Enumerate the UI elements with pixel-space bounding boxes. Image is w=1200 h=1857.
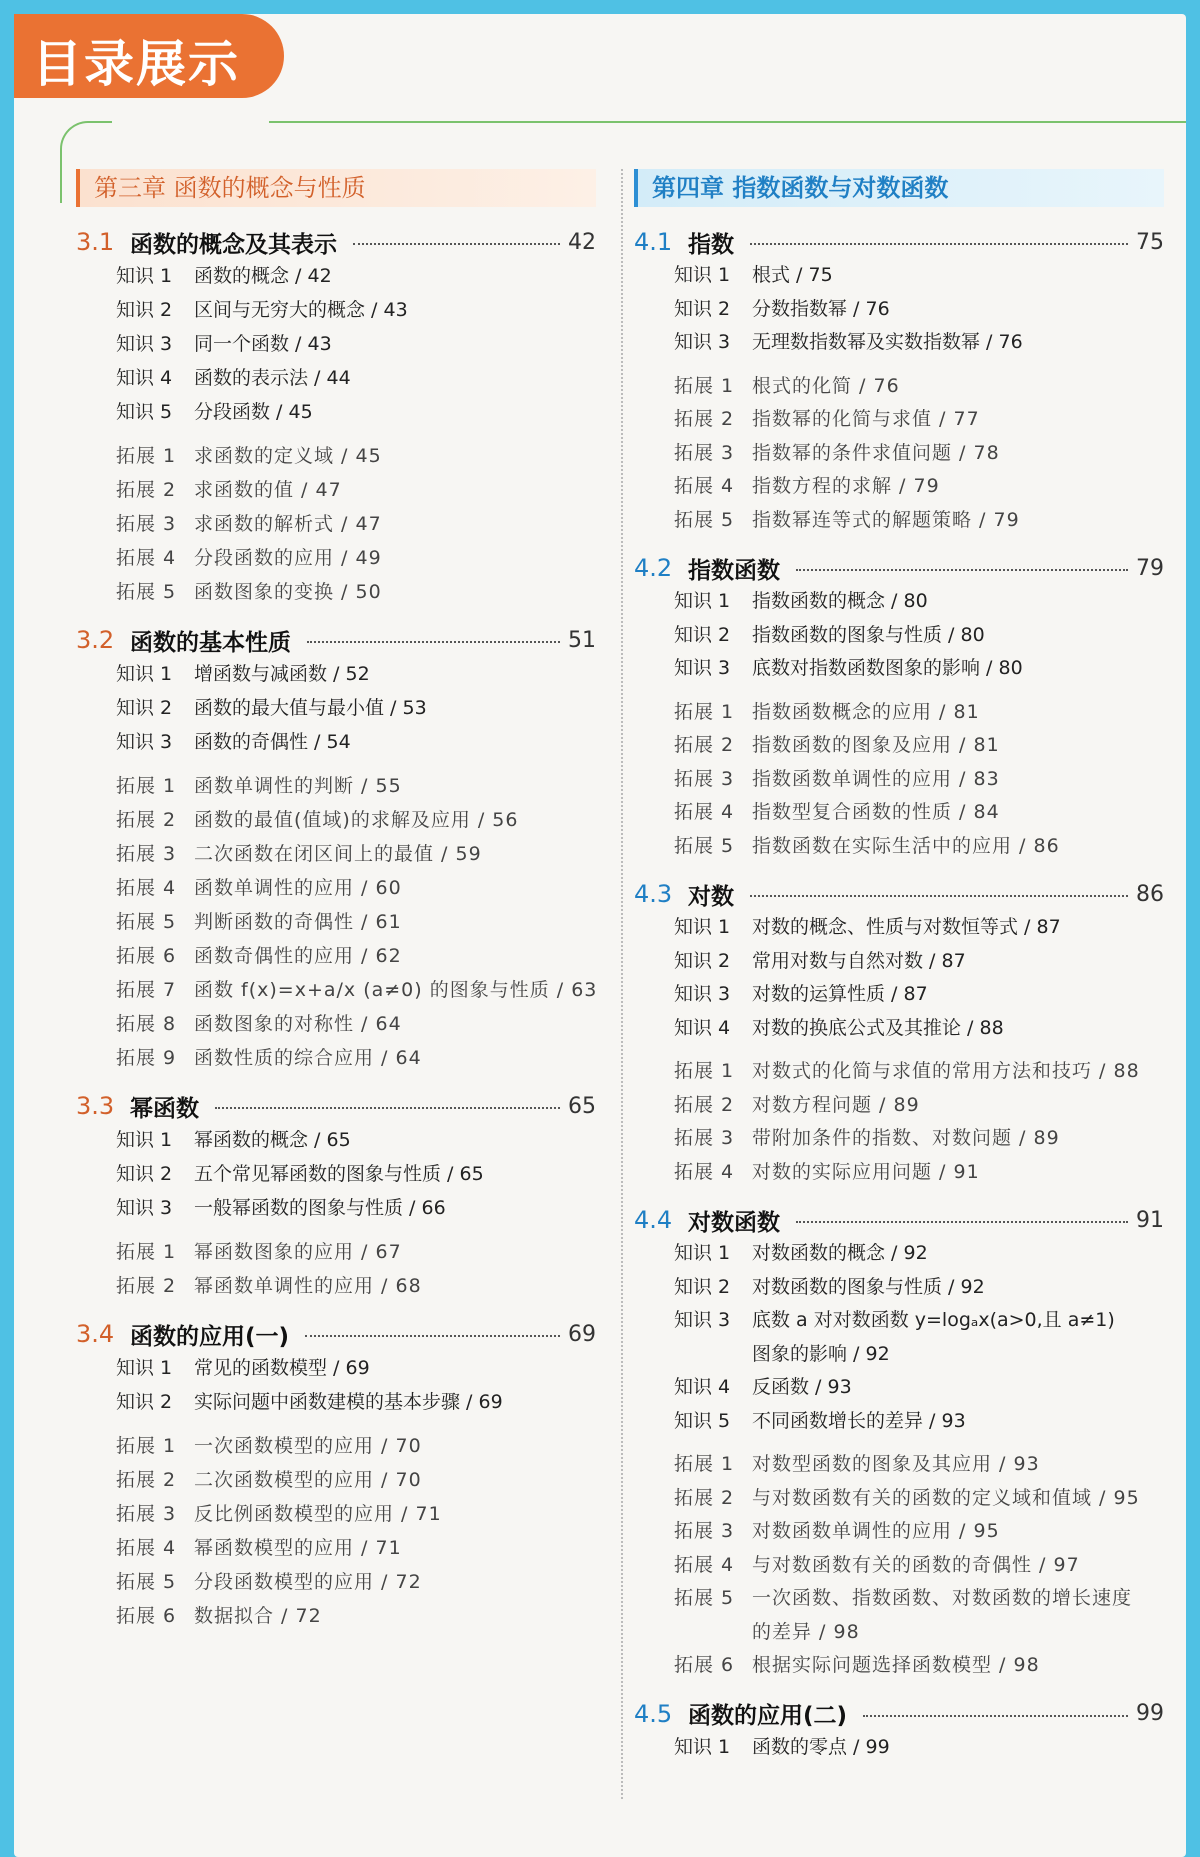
knowledge-item[interactable] (634, 1012, 1164, 1046)
item-label: 拓展 2 (674, 734, 735, 756)
extension-item[interactable] (76, 541, 596, 575)
page-number: 75 (1136, 229, 1164, 255)
extension-item[interactable] (76, 1007, 596, 1041)
item-label: 知识 2 (116, 697, 173, 719)
item-text: 指数型复合函数的性质 / 84 (752, 801, 1000, 823)
item-text: 数据拟合 / 72 (194, 1605, 322, 1627)
page-number: 91 (1136, 1207, 1164, 1233)
item-label: 拓展 1 (674, 1453, 735, 1475)
spacer (634, 1438, 1164, 1448)
knowledge-item[interactable] (634, 652, 1164, 686)
item-label: 知识 1 (116, 663, 173, 685)
knowledge-item[interactable] (634, 1731, 1164, 1765)
extension-item[interactable] (634, 1089, 1164, 1123)
item-text: 函数 f(x)=x+a/x (a≠0) 的图象与性质 / 63 (194, 979, 598, 1001)
section-number: 4.4 (634, 1206, 673, 1234)
page-number: 79 (1136, 555, 1164, 581)
page-number: 65 (568, 1093, 596, 1119)
item-label: 知识 5 (674, 1409, 731, 1432)
knowledge-item[interactable] (634, 293, 1164, 327)
item-text: 根式的化简 / 76 (752, 374, 900, 397)
item-label: 知识 3 (674, 983, 731, 1005)
section-heading[interactable] (634, 877, 1164, 911)
right-column (634, 169, 1164, 1764)
item-label: 知识 2 (674, 949, 731, 972)
spacer (634, 360, 1164, 370)
item-text: 函数的最大值与最小值 / 53 (194, 697, 427, 719)
item-label: 拓展 1 (116, 775, 177, 797)
spacer (634, 686, 1164, 696)
leader-dots (215, 1107, 560, 1109)
spacer (634, 1045, 1164, 1055)
page-title: 目录展示 (32, 35, 240, 93)
item-label: 拓展 3 (674, 767, 735, 790)
item-text: 一次函数模型的应用 / 70 (194, 1435, 422, 1457)
knowledge-item[interactable] (634, 911, 1164, 945)
extension-item[interactable] (76, 939, 596, 973)
extension-item[interactable] (634, 1616, 1164, 1650)
knowledge-item[interactable] (76, 725, 596, 759)
extension-item[interactable] (634, 403, 1164, 437)
item-text: 指数函数的图象及应用 / 81 (752, 734, 1000, 756)
extension-item[interactable] (76, 1531, 596, 1565)
item-text: 五个常见幂函数的图象与性质 / 65 (194, 1163, 484, 1185)
item-text: 区间与无穷大的概念 / 43 (194, 299, 408, 321)
item-text: 带附加条件的指数、对数问题 / 89 (752, 1127, 1060, 1149)
extension-item[interactable] (634, 1448, 1164, 1482)
knowledge-item[interactable] (76, 1351, 596, 1385)
item-text: 对数的实际应用问题 / 91 (752, 1160, 980, 1183)
spacer (76, 759, 596, 769)
extension-item[interactable] (634, 1122, 1164, 1156)
item-label: 知识 4 (116, 367, 173, 389)
item-text: 二次函数在闭区间上的最值 / 59 (194, 843, 482, 865)
item-label: 拓展 4 (116, 877, 177, 899)
item-text: 分段函数模型的应用 / 72 (194, 1571, 422, 1593)
item-text: 一般幂函数的图象与性质 / 66 (194, 1197, 446, 1219)
extension-item[interactable] (634, 1156, 1164, 1190)
item-label: 知识 3 (674, 657, 731, 679)
knowledge-item[interactable] (76, 327, 596, 361)
item-text: 增函数与减函数 / 52 (194, 663, 370, 685)
item-text: 同一个函数 / 43 (194, 333, 332, 355)
item-label: 拓展 3 (116, 1503, 177, 1525)
section-number: 4.2 (634, 554, 673, 582)
knowledge-item[interactable] (634, 619, 1164, 653)
section-heading[interactable] (634, 551, 1164, 585)
item-text: 对数函数的图象与性质 / 92 (752, 1275, 985, 1298)
item-text: 指数幂连等式的解题策略 / 79 (752, 508, 1020, 531)
item-label: 知识 5 (116, 401, 173, 423)
section-heading[interactable] (634, 1203, 1164, 1237)
item-text: 指数函数概念的应用 / 81 (752, 700, 980, 723)
extension-item[interactable] (76, 837, 596, 871)
item-text: 底数对指数函数图象的影响 / 80 (752, 657, 1023, 679)
item-text: 不同函数增长的差异 / 93 (752, 1409, 966, 1432)
item-label: 拓展 1 (674, 1060, 735, 1082)
item-text: 指数函数的概念 / 80 (752, 590, 928, 612)
extension-item[interactable] (76, 473, 596, 507)
item-label: 拓展 5 (116, 581, 177, 603)
item-label: 拓展 3 (674, 1127, 735, 1149)
knowledge-item[interactable] (76, 1157, 596, 1191)
item-label: 知识 2 (116, 299, 173, 321)
knowledge-item[interactable] (634, 259, 1164, 293)
extension-item[interactable] (634, 696, 1164, 730)
section-title: 指数 (688, 231, 734, 258)
item-label: 拓展 1 (116, 1435, 177, 1457)
extension-item[interactable] (76, 439, 596, 473)
knowledge-item[interactable] (76, 691, 596, 725)
item-label: 拓展 3 (116, 513, 177, 535)
leader-dots (307, 641, 560, 643)
section-number: 3.1 (76, 228, 115, 256)
leader-dots (750, 243, 1128, 245)
spacer (76, 1419, 596, 1429)
extension-item[interactable] (76, 1497, 596, 1531)
item-label: 知识 1 (674, 264, 731, 286)
item-text: 对数的换底公式及其推论 / 88 (752, 1016, 1004, 1039)
item-label: 拓展 5 (116, 1571, 177, 1593)
item-text: 底数 a 对对数函数 y=logₐx(a>0,且 a≠1) (752, 1309, 1115, 1331)
item-text: 与对数函数有关的函数的定义域和值域 / 95 (752, 1486, 1140, 1509)
extension-item[interactable] (76, 507, 596, 541)
leader-dots (796, 569, 1128, 571)
item-label: 拓展 1 (116, 445, 177, 467)
section-title: 函数的基本性质 (130, 629, 291, 656)
knowledge-item[interactable] (76, 395, 596, 429)
item-label: 拓展 5 (116, 911, 177, 933)
extension-item[interactable] (76, 1235, 596, 1269)
section-title: 函数的应用(一) (130, 1323, 290, 1350)
knowledge-item[interactable] (76, 361, 596, 395)
item-label: 拓展 2 (116, 1469, 177, 1491)
page-number: 69 (568, 1321, 596, 1347)
page (14, 14, 1186, 1857)
extension-item[interactable] (76, 1463, 596, 1497)
section-title: 函数的概念及其表示 (130, 231, 337, 258)
extension-item[interactable] (76, 1565, 596, 1599)
extension-item[interactable] (634, 763, 1164, 797)
item-text: 求函数的解析式 / 47 (194, 513, 382, 535)
leader-dots (863, 1715, 1128, 1717)
section-number: 3.4 (76, 1320, 115, 1348)
item-text: 函数的概念 / 42 (194, 265, 332, 287)
knowledge-item[interactable] (634, 1304, 1164, 1338)
leader-dots (305, 1335, 560, 1337)
section-heading[interactable] (76, 623, 596, 657)
section-title: 对数 (688, 883, 734, 910)
decor-line (269, 121, 1186, 123)
item-text: 指数幂的条件求值问题 / 78 (752, 441, 1000, 464)
item-label: 知识 1 (116, 265, 173, 287)
item-text: 判断函数的奇偶性 / 61 (194, 911, 402, 933)
item-text: 无理数指数幂及实数指数幂 / 76 (752, 331, 1023, 353)
item-text: 对数型函数的图象及其应用 / 93 (752, 1453, 1040, 1475)
item-text: 函数图象的变换 / 50 (194, 581, 382, 603)
item-label: 知识 2 (674, 623, 731, 646)
page-number: 86 (1136, 881, 1164, 907)
knowledge-item[interactable] (634, 1271, 1164, 1305)
item-label: 拓展 2 (674, 408, 735, 430)
section-title: 指数函数 (688, 557, 780, 584)
item-text: 函数的表示法 / 44 (194, 367, 351, 389)
page-number: 99 (1136, 1701, 1164, 1726)
item-text: 函数的最值(值域)的求解及应用 / 56 (194, 809, 519, 831)
knowledge-item[interactable] (634, 978, 1164, 1012)
item-label: 知识 2 (116, 1163, 173, 1185)
left-column (76, 169, 596, 1633)
item-label: 拓展 2 (116, 809, 177, 831)
extension-item[interactable] (634, 370, 1164, 404)
leader-dots (750, 895, 1128, 897)
item-label: 拓展 2 (674, 1093, 735, 1116)
knowledge-item[interactable] (634, 1405, 1164, 1439)
knowledge-item[interactable] (76, 259, 596, 293)
item-text: 指数函数的图象与性质 / 80 (752, 623, 985, 646)
item-label: 知识 1 (674, 590, 731, 612)
item-text: 分段函数 / 45 (194, 401, 313, 423)
item-text: 幂函数的概念 / 65 (194, 1129, 351, 1151)
item-text: 函数的奇偶性 / 54 (194, 731, 351, 753)
item-text: 指数幂的化简与求值 / 77 (752, 408, 980, 430)
item-text: 对数式的化简与求值的常用方法和技巧 / 88 (752, 1060, 1140, 1082)
extension-item[interactable] (634, 1515, 1164, 1549)
extension-item[interactable] (76, 973, 596, 1007)
item-label: 知识 3 (116, 333, 173, 355)
item-label: 拓展 3 (674, 441, 735, 464)
item-label: 拓展 5 (674, 1587, 735, 1609)
item-text: 图象的影响 / 92 (752, 1342, 890, 1365)
section-heading[interactable] (76, 225, 596, 259)
item-label: 拓展 8 (116, 1013, 177, 1035)
item-label: 拓展 6 (116, 1605, 177, 1627)
item-label: 拓展 9 (116, 1047, 177, 1069)
item-label: 知识 1 (674, 1735, 731, 1758)
extension-item[interactable] (634, 830, 1164, 864)
item-text: 根据实际问题选择函数模型 / 98 (752, 1654, 1040, 1676)
item-label: 知识 1 (116, 1129, 173, 1151)
extension-item[interactable] (634, 796, 1164, 830)
item-text: 一次函数、指数函数、对数函数的增长速度 (752, 1587, 1133, 1609)
item-text: 实际问题中函数建模的基本步骤 / 69 (194, 1391, 503, 1413)
item-label: 知识 4 (674, 1376, 731, 1398)
section-title: 对数函数 (688, 1209, 780, 1236)
item-text: 幂函数模型的应用 / 71 (194, 1537, 402, 1559)
extension-item[interactable] (634, 504, 1164, 538)
extension-item[interactable] (76, 1429, 596, 1463)
item-text: 的差异 / 98 (752, 1620, 860, 1643)
item-label: 拓展 2 (116, 479, 177, 501)
item-text: 指数函数单调性的应用 / 83 (752, 767, 1000, 790)
item-label: 拓展 1 (674, 700, 735, 723)
item-label: 知识 3 (116, 1197, 173, 1219)
section-title: 函数的应用(二) (688, 1703, 848, 1729)
item-label: 拓展 2 (674, 1486, 735, 1509)
item-text: 与对数函数有关的函数的奇偶性 / 97 (752, 1553, 1080, 1576)
item-text: 指数函数在实际生活中的应用 / 86 (752, 834, 1060, 857)
extension-item[interactable] (76, 803, 596, 837)
extension-item[interactable] (76, 575, 596, 609)
section-number: 3.2 (76, 626, 115, 654)
item-label: 知识 2 (674, 297, 731, 320)
knowledge-item[interactable] (634, 326, 1164, 360)
item-label: 知识 1 (674, 1242, 731, 1264)
item-label: 拓展 1 (116, 1241, 177, 1263)
item-text: 常见的函数模型 / 69 (194, 1357, 370, 1379)
item-text: 反比例函数模型的应用 / 71 (194, 1503, 442, 1525)
item-text: 函数图象的对称性 / 64 (194, 1013, 402, 1035)
section-number: 3.3 (76, 1092, 115, 1120)
leader-dots (353, 243, 560, 245)
item-label: 知识 1 (674, 916, 731, 938)
item-label: 知识 2 (116, 1391, 173, 1413)
extension-item[interactable] (76, 905, 596, 939)
item-text: 函数性质的综合应用 / 64 (194, 1047, 422, 1069)
item-label: 拓展 4 (674, 475, 735, 497)
knowledge-item[interactable] (634, 585, 1164, 619)
item-label: 知识 3 (116, 731, 173, 753)
item-text: 对数方程问题 / 89 (752, 1093, 920, 1116)
knowledge-item[interactable] (76, 293, 596, 327)
item-label: 拓展 4 (674, 801, 735, 823)
item-text: 对数的运算性质 / 87 (752, 983, 928, 1005)
section-number: 4.1 (634, 228, 673, 256)
extension-item[interactable] (76, 1041, 596, 1075)
leader-dots (796, 1221, 1128, 1223)
extension-item[interactable] (634, 1649, 1164, 1683)
item-label: 拓展 6 (674, 1654, 735, 1676)
extension-item[interactable] (76, 769, 596, 803)
item-text: 幂函数图象的应用 / 67 (194, 1241, 402, 1263)
item-label: 知识 4 (674, 1016, 731, 1039)
knowledge-item[interactable] (76, 657, 596, 691)
page-number: 51 (568, 627, 596, 653)
extension-item[interactable] (634, 437, 1164, 471)
spacer (76, 429, 596, 439)
title-banner (14, 14, 284, 98)
extension-item[interactable] (76, 1269, 596, 1303)
item-text: 函数奇偶性的应用 / 62 (194, 945, 402, 967)
item-text: 对数函数单调性的应用 / 95 (752, 1520, 1000, 1542)
item-text: 函数单调性的判断 / 55 (194, 775, 402, 797)
section-heading[interactable] (76, 1317, 596, 1351)
item-text: 分段函数的应用 / 49 (194, 547, 382, 569)
section-heading[interactable] (76, 1089, 596, 1123)
item-label: 拓展 5 (674, 834, 735, 857)
item-text: 对数的概念、性质与对数恒等式 / 87 (752, 916, 1061, 938)
item-label: 拓展 3 (116, 843, 177, 865)
extension-item[interactable] (76, 1599, 596, 1633)
item-label: 知识 3 (674, 1309, 731, 1331)
extension-item[interactable] (634, 1582, 1164, 1616)
item-text: 函数单调性的应用 / 60 (194, 877, 402, 899)
item-text: 函数的零点 / 99 (752, 1735, 890, 1758)
column-divider (621, 169, 623, 1799)
item-text: 常用对数与自然对数 / 87 (752, 949, 966, 972)
item-label: 知识 3 (674, 331, 731, 353)
knowledge-item[interactable] (76, 1123, 596, 1157)
item-label: 知识 2 (674, 1275, 731, 1298)
item-text: 幂函数单调性的应用 / 68 (194, 1275, 422, 1297)
item-text: 根式 / 75 (752, 264, 833, 286)
extension-item[interactable] (634, 1482, 1164, 1516)
item-text: 分数指数幂 / 76 (752, 297, 890, 320)
chapter-3-heading: 第三章 函数的概念与性质 (76, 169, 596, 207)
item-text: 指数方程的求解 / 79 (752, 475, 940, 497)
knowledge-item[interactable] (634, 945, 1164, 979)
section-title: 幂函数 (130, 1095, 199, 1122)
item-text: 对数函数的概念 / 92 (752, 1242, 928, 1264)
knowledge-item[interactable] (634, 1237, 1164, 1271)
item-label: 拓展 4 (674, 1160, 735, 1183)
item-label: 知识 1 (116, 1357, 173, 1379)
item-label: 拓展 1 (674, 374, 735, 397)
item-text: 反函数 / 93 (752, 1376, 852, 1398)
section-heading[interactable] (634, 225, 1164, 259)
spacer (76, 1225, 596, 1235)
item-label: 拓展 4 (116, 547, 177, 569)
section-heading[interactable] (634, 1697, 1164, 1731)
item-label: 拓展 4 (116, 1537, 177, 1559)
item-label: 拓展 2 (116, 1275, 177, 1297)
item-label: 拓展 6 (116, 945, 177, 967)
item-label: 拓展 4 (674, 1553, 735, 1576)
item-text: 二次函数模型的应用 / 70 (194, 1469, 422, 1491)
extension-item[interactable] (634, 729, 1164, 763)
extension-item[interactable] (634, 470, 1164, 504)
item-text: 求函数的值 / 47 (194, 479, 342, 501)
knowledge-item[interactable] (76, 1191, 596, 1225)
extension-item[interactable] (634, 1549, 1164, 1583)
item-label: 拓展 7 (116, 979, 177, 1001)
knowledge-item[interactable] (634, 1338, 1164, 1372)
item-label: 拓展 5 (674, 508, 735, 531)
item-label: 拓展 3 (674, 1520, 735, 1542)
knowledge-item[interactable] (76, 1385, 596, 1419)
item-text: 求函数的定义域 / 45 (194, 445, 382, 467)
knowledge-item[interactable] (634, 1371, 1164, 1405)
chapter-4-heading: 第四章 指数函数与对数函数 (634, 169, 1164, 207)
extension-item[interactable] (76, 871, 596, 905)
section-number: 4.5 (634, 1699, 673, 1728)
page-number: 42 (568, 229, 596, 255)
extension-item[interactable] (634, 1055, 1164, 1089)
section-number: 4.3 (634, 880, 673, 908)
